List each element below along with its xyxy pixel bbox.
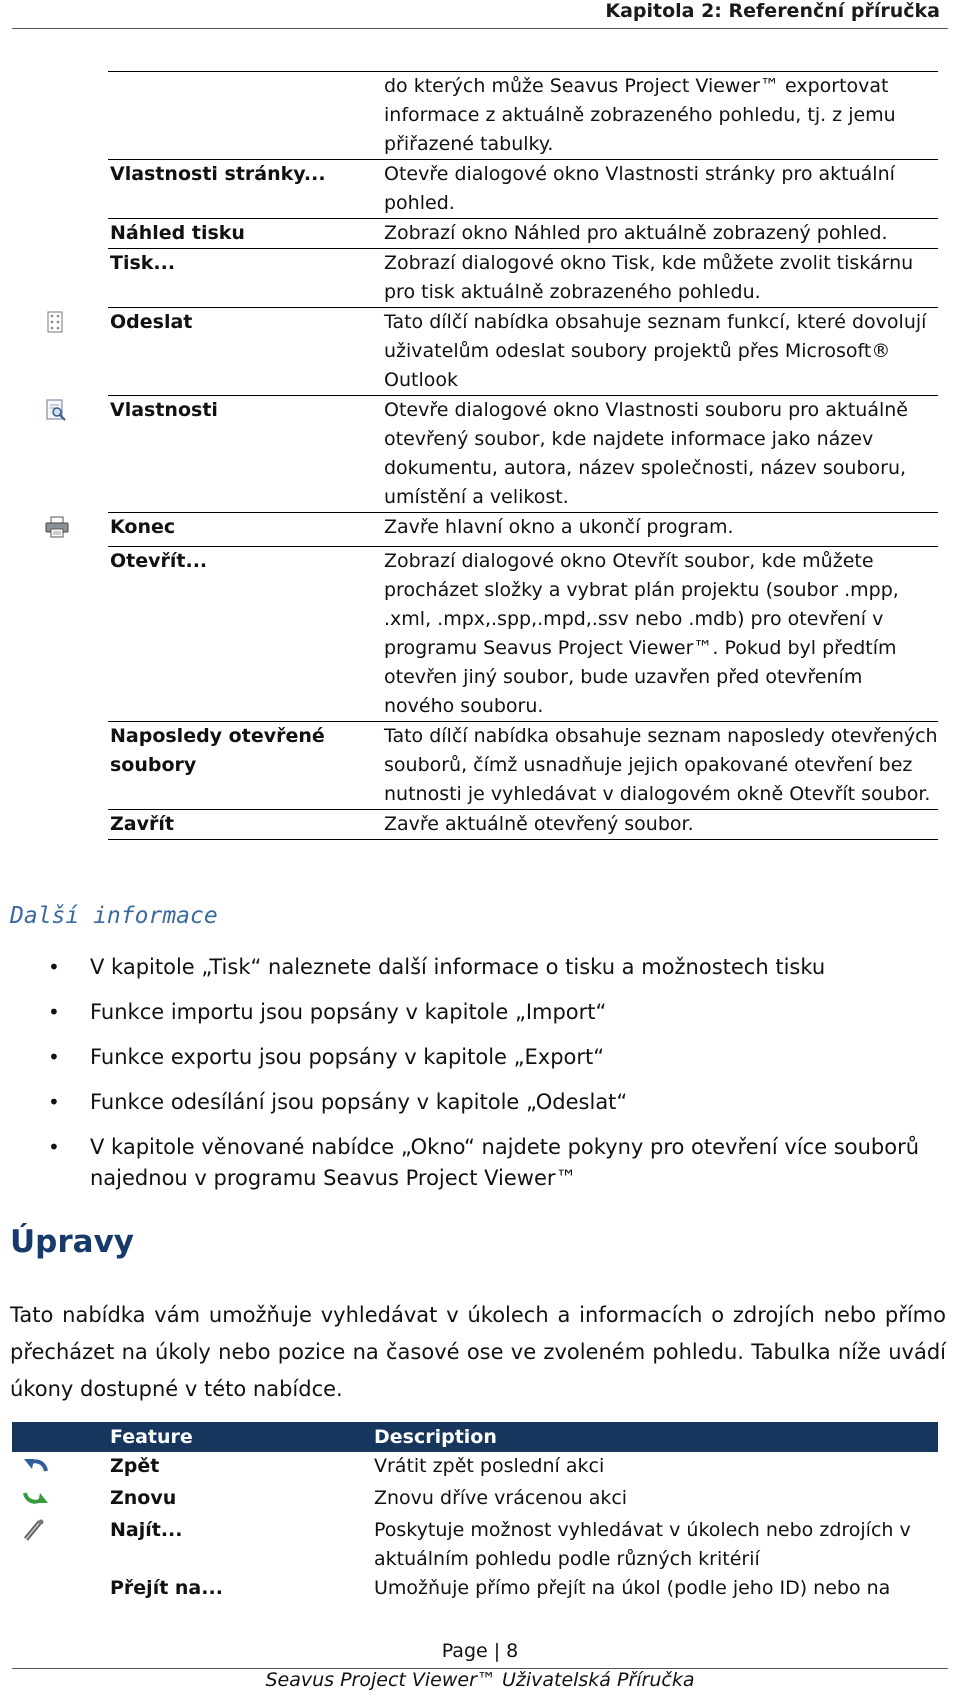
- section-heading: Úpravy: [10, 1224, 134, 1260]
- feature-cell: Tisk...: [108, 249, 382, 308]
- table-row: [12, 219, 938, 249]
- feature-cell: Zavřít: [108, 810, 382, 840]
- document-title: Seavus Project Viewer™ Uživatelská Příručka: [265, 1669, 695, 1691]
- table-header-row: [12, 1422, 938, 1452]
- redo-icon: [22, 1487, 46, 1509]
- table-row: [12, 1452, 938, 1484]
- feature-cell: Náhled tisku: [108, 219, 382, 249]
- feature-cell: Najít...: [110, 1519, 183, 1541]
- list-item: • Funkce exportu jsou popsány v kapitole „Export“: [10, 1042, 940, 1073]
- page-number: Page | 8: [441, 1640, 519, 1662]
- description-cell: Zobrazí dialogové okno Tisk, kde můžete zvolit tiskárnu pro tisk aktuálně zobrazeného pohledu.: [382, 249, 938, 308]
- description-cell: Zobrazí dialogové okno Otevřít soubor, kde můžete procházet složky a vybrat plán projektu (soubor .mpp, .xml, .mpx,.spp,.mpd,.ssv nebo .mdb) pro otevření v programu Seavus Project Viewer™. Pokud byl předtím otevřen jiný soubor, bude uzavřen před otevřením nového souboru.: [382, 547, 938, 722]
- description-cell: Zavře hlavní okno a ukončí program.: [382, 513, 938, 547]
- more-info-heading: Další informace: [10, 903, 218, 929]
- description-cell: Poskytuje možnost vyhledávat v úkolech nebo zdrojích v aktuálním pohledu podle různých kritérií: [374, 1519, 911, 1570]
- feature-cell: [108, 72, 382, 160]
- feature-cell: Znovu: [110, 1487, 177, 1509]
- table-row: [12, 1516, 938, 1574]
- description-cell: do kterých může Seavus Project Viewer™ exportovat informace z aktuálně zobrazeného pohledu, tj. z jemu přiřazené tabulky.: [382, 72, 938, 160]
- table-row: [12, 1574, 938, 1603]
- feature-cell: Vlastnosti stránky...: [108, 160, 382, 219]
- header-divider: [12, 28, 948, 29]
- feature-cell: Konec: [108, 513, 382, 547]
- table-row: [12, 72, 938, 160]
- description-cell: Tato dílčí nabídka obsahuje seznam funkcí, které dovolují uživatelům odeslat soubory projektů přes Microsoft® Outlook: [382, 308, 938, 396]
- find-icon: [22, 1519, 46, 1541]
- more-info-list: [10, 952, 940, 1208]
- description-cell: Zobrazí okno Náhled pro aktuálně zobrazený pohled.: [382, 219, 938, 249]
- chapter-title: Kapitola 2: Referenční příručka: [605, 0, 940, 22]
- description-cell: Umožňuje přímo přejít na úkol (podle jeho ID) nebo na: [374, 1577, 891, 1599]
- properties-icon: [44, 399, 68, 421]
- description-cell: Otevře dialogové okno Vlastnosti souboru pro aktuálně otevřený soubor, kde najdete informace jako název dokumentu, autora, název společnosti, název souboru, umístění a velikost.: [382, 396, 938, 513]
- table-row: [12, 547, 938, 722]
- file-menu-table: [12, 71, 938, 840]
- feature-cell: Naposledy otevřené soubory: [108, 722, 382, 810]
- edit-menu-table: [12, 1422, 938, 1603]
- feature-cell: Zpět: [110, 1455, 160, 1477]
- description-cell: Zavře aktuálně otevřený soubor.: [382, 810, 938, 840]
- feature-cell: Vlastnosti: [108, 396, 382, 513]
- description-cell: Vrátit zpět poslední akci: [374, 1455, 605, 1477]
- description-cell: Tato dílčí nabídka obsahuje seznam naposledy otevřených souborů, čímž usnadňuje jejich opakované otevření bez nutnosti je vyhledávat v dialogovém okně Otevřít soubor.: [382, 722, 938, 810]
- section-paragraph: Tato nabídka vám umožňuje vyhledávat v úkolech a informacích o zdrojích nebo přímo přecházet na úkoly nebo pozice na časové ose ve zvoleném pohledu. Tabulka níže uvádí úkony dostupné v této nabídce.: [10, 1303, 946, 1401]
- list-item: • Funkce odesílání jsou popsány v kapitole „Odeslat“: [10, 1087, 940, 1118]
- list-item: • Funkce importu jsou popsány v kapitole „Import“: [10, 997, 940, 1028]
- feature-cell: Přejít na...: [110, 1577, 223, 1599]
- list-item: • V kapitole „Tisk“ naleznete další informace o tisku a možnostech tisku: [10, 952, 940, 983]
- table-row: [12, 1484, 938, 1516]
- table-row: [12, 160, 938, 219]
- feature-cell: Otevřít...: [108, 547, 382, 722]
- table-row: [12, 396, 938, 513]
- table-row: [12, 722, 938, 810]
- description-column-header: Description: [372, 1422, 938, 1452]
- feature-cell: Odeslat: [108, 308, 382, 396]
- undo-icon: [22, 1455, 46, 1477]
- list-item: • V kapitole věnované nabídce „Okno“ najdete pokyny pro otevření více souborů najednou v programu Seavus Project Viewer™: [10, 1132, 940, 1194]
- printer-icon: [44, 516, 68, 538]
- table-row: [12, 308, 938, 396]
- send-icon: [44, 311, 68, 333]
- table-row: [12, 513, 938, 547]
- table-row: [12, 810, 938, 840]
- feature-column-header: Feature: [108, 1422, 372, 1452]
- description-cell: Znovu dříve vrácenou akci: [374, 1487, 628, 1509]
- description-cell: Otevře dialogové okno Vlastnosti stránky pro aktuální pohled.: [382, 160, 938, 219]
- table-row: [12, 249, 938, 308]
